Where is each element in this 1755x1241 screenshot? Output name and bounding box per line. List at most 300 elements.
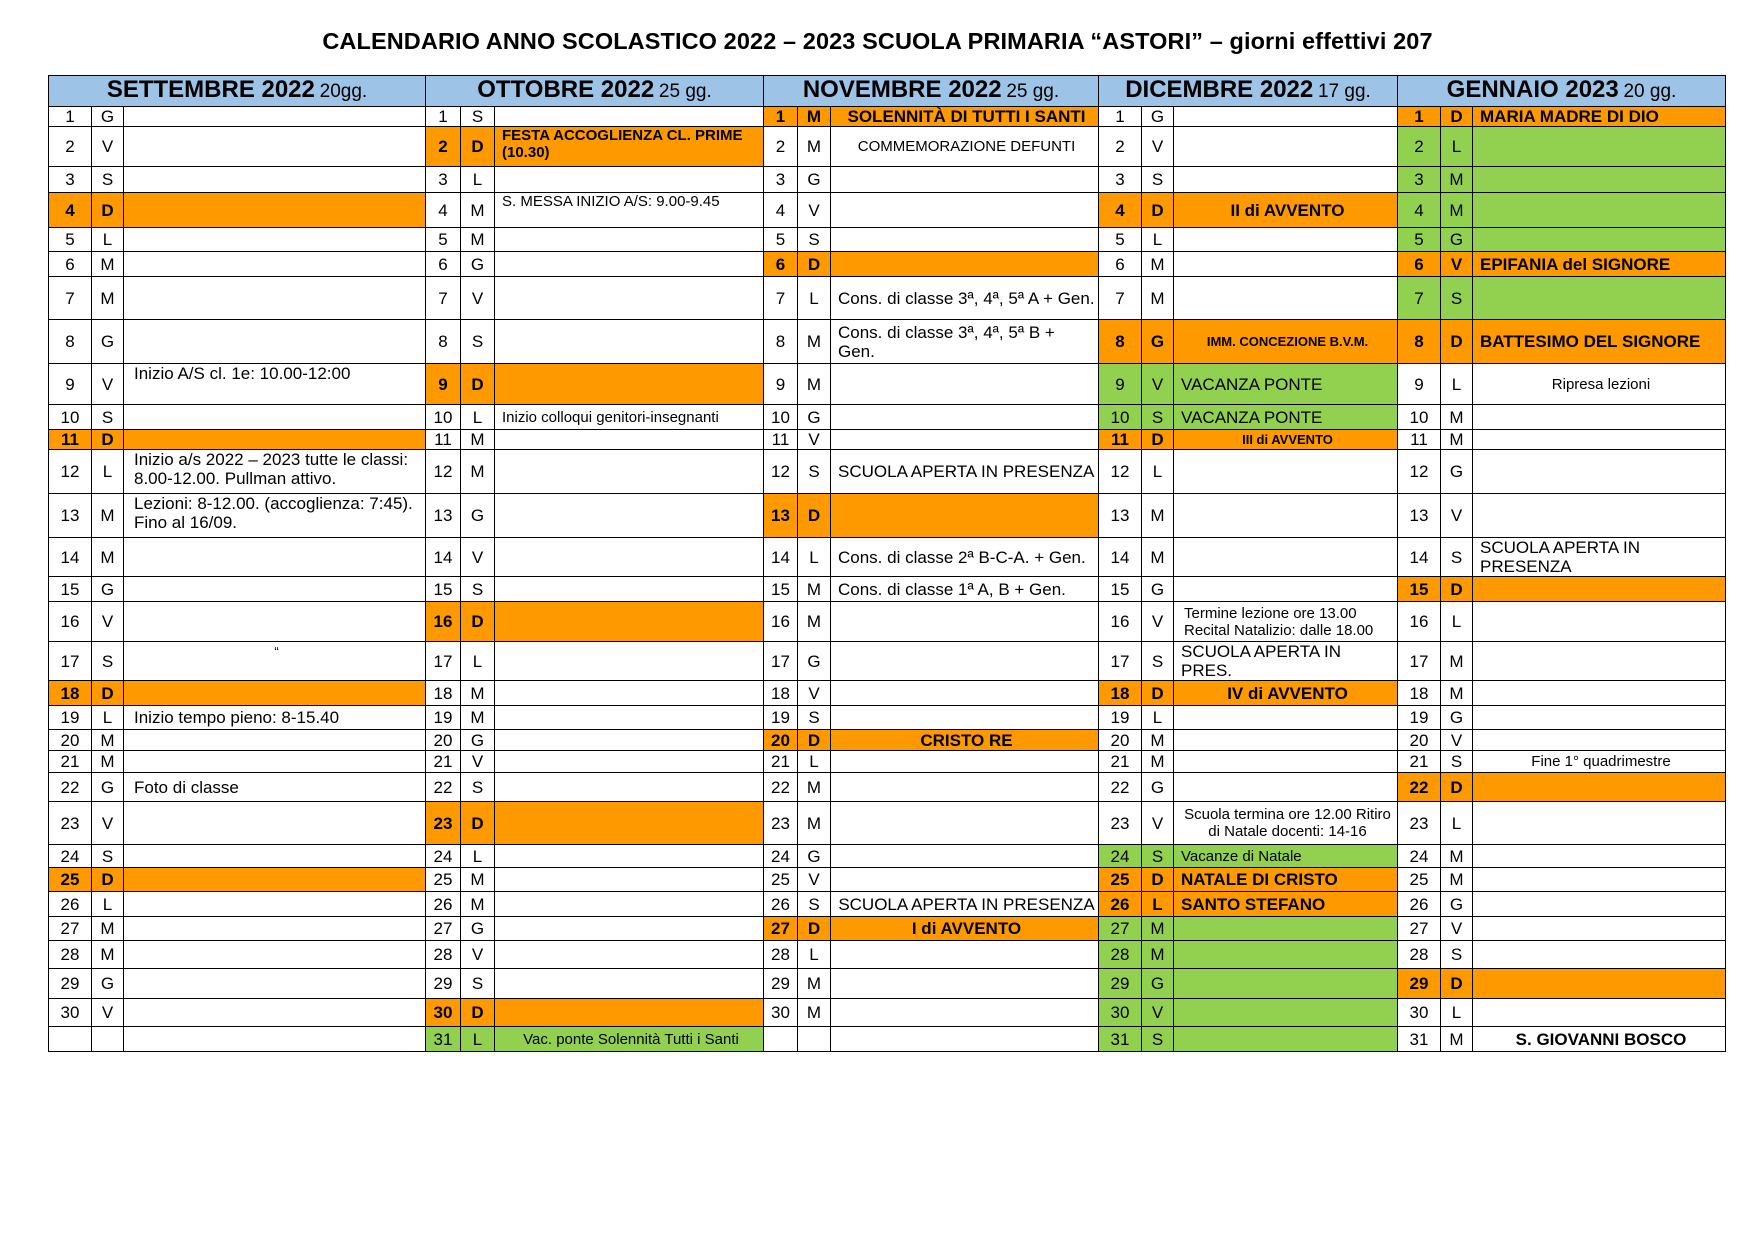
- month-days-count: 25 gg.: [658, 81, 712, 102]
- day-number: 3: [49, 167, 92, 193]
- weekday-letter: S: [1441, 538, 1473, 577]
- weekday-letter: G: [1142, 107, 1174, 127]
- weekday-letter: V: [1142, 127, 1174, 167]
- weekday-letter: M: [92, 252, 124, 277]
- calendar-row: [49, 681, 1726, 706]
- day-note: VACANZA PONTE: [1174, 405, 1398, 430]
- day-note: [1473, 773, 1726, 802]
- day-number: 5: [1398, 228, 1441, 252]
- calendar-row: [49, 730, 1726, 751]
- day-note: S. GIOVANNI BOSCO: [1473, 1027, 1726, 1052]
- weekday-letter: M: [92, 751, 124, 773]
- day-note: [1174, 1027, 1398, 1052]
- weekday-letter: M: [1142, 538, 1174, 577]
- day-number: 26: [49, 892, 92, 917]
- day-number: 17: [426, 642, 461, 681]
- day-number: 1: [426, 107, 461, 127]
- weekday-letter: G: [461, 494, 495, 538]
- day-note: IMM. CONCEZIONE B.V.M.: [1174, 320, 1398, 364]
- day-note: [1473, 602, 1726, 642]
- weekday-letter: G: [92, 577, 124, 602]
- day-number: 16: [1398, 602, 1441, 642]
- day-number: 27: [1099, 917, 1142, 941]
- weekday-letter: G: [1441, 892, 1473, 917]
- day-note: [831, 706, 1099, 730]
- weekday-letter: S: [1441, 751, 1473, 773]
- day-note: VACANZA PONTE: [1174, 364, 1398, 405]
- day-number: 15: [1099, 577, 1142, 602]
- weekday-letter: V: [1142, 364, 1174, 405]
- month-days-count: 17 gg.: [1317, 81, 1371, 102]
- day-number: 29: [764, 969, 798, 999]
- day-note: [1473, 577, 1726, 602]
- weekday-letter: G: [92, 107, 124, 127]
- day-number: 13: [1398, 494, 1441, 538]
- day-note: “: [124, 642, 426, 681]
- day-number: 24: [1398, 845, 1441, 868]
- day-number: 2: [764, 127, 798, 167]
- weekday-letter: M: [1441, 193, 1473, 228]
- day-number: 9: [764, 364, 798, 405]
- day-number: 9: [1398, 364, 1441, 405]
- day-note: [831, 642, 1099, 681]
- weekday-letter: D: [461, 602, 495, 642]
- day-note: II di AVVENTO: [1174, 193, 1398, 228]
- day-note: [1174, 773, 1398, 802]
- day-number: 9: [426, 364, 461, 405]
- day-note: I di AVVENTO: [831, 917, 1099, 941]
- weekday-letter: V: [92, 999, 124, 1027]
- weekday-letter: V: [798, 681, 831, 706]
- day-number: 17: [764, 642, 798, 681]
- day-number: 1: [49, 107, 92, 127]
- calendar-row: [49, 277, 1726, 320]
- day-note: [831, 430, 1099, 450]
- day-note: [831, 845, 1099, 868]
- weekday-letter: M: [798, 969, 831, 999]
- day-note: Cons. di classe 1ª A, B + Gen.: [831, 577, 1099, 602]
- weekday-letter: S: [1142, 405, 1174, 430]
- weekday-letter: M: [461, 892, 495, 917]
- day-number: 18: [1398, 681, 1441, 706]
- day-note: Inizio colloqui genitori-insegnanti: [495, 405, 764, 430]
- day-number: 8: [1099, 320, 1142, 364]
- weekday-letter: L: [461, 642, 495, 681]
- weekday-letter: V: [1441, 494, 1473, 538]
- month-header: [1398, 76, 1726, 107]
- day-number: 17: [49, 642, 92, 681]
- weekday-letter: M: [92, 494, 124, 538]
- weekday-letter: [92, 1027, 124, 1052]
- day-number: 20: [49, 730, 92, 751]
- calendar-row: [49, 642, 1726, 681]
- day-number: 16: [1099, 602, 1142, 642]
- day-note: SCUOLA APERTA IN PRES.: [1174, 642, 1398, 681]
- day-note: Scuola termina ore 12.00 Ritiro di Natale docenti: 14-16: [1174, 802, 1398, 845]
- day-note: [495, 802, 764, 845]
- day-number: 27: [764, 917, 798, 941]
- day-number: 12: [1398, 450, 1441, 494]
- day-number: 27: [1398, 917, 1441, 941]
- day-number: 21: [1099, 751, 1142, 773]
- weekday-letter: L: [798, 538, 831, 577]
- day-number: 7: [1099, 277, 1142, 320]
- weekday-letter: M: [92, 538, 124, 577]
- day-number: 21: [49, 751, 92, 773]
- weekday-letter: M: [1441, 1027, 1473, 1052]
- day-number: 28: [1099, 941, 1142, 969]
- day-number: 3: [1099, 167, 1142, 193]
- weekday-letter: G: [461, 730, 495, 751]
- day-note: [495, 320, 764, 364]
- day-number: 9: [1099, 364, 1142, 405]
- calendar-row: [49, 450, 1726, 494]
- day-number: 22: [1099, 773, 1142, 802]
- day-note: IV di AVVENTO: [1174, 681, 1398, 706]
- weekday-letter: L: [1142, 450, 1174, 494]
- weekday-letter: M: [461, 228, 495, 252]
- day-note: [1174, 577, 1398, 602]
- day-number: 13: [426, 494, 461, 538]
- day-number: 16: [764, 602, 798, 642]
- day-number: 7: [764, 277, 798, 320]
- day-note: [124, 845, 426, 868]
- day-number: 9: [49, 364, 92, 405]
- weekday-letter: M: [798, 577, 831, 602]
- weekday-letter: M: [92, 917, 124, 941]
- day-number: 5: [1099, 228, 1142, 252]
- day-number: 10: [764, 405, 798, 430]
- day-note: [1473, 494, 1726, 538]
- day-note: [495, 538, 764, 577]
- weekday-letter: G: [1142, 969, 1174, 999]
- day-note: [124, 802, 426, 845]
- calendar-row: [49, 193, 1726, 228]
- day-note: [831, 802, 1099, 845]
- day-number: 21: [764, 751, 798, 773]
- day-number: 19: [1099, 706, 1142, 730]
- weekday-letter: V: [1142, 802, 1174, 845]
- day-note: [831, 1027, 1099, 1052]
- weekday-letter: G: [92, 320, 124, 364]
- calendar-row: [49, 320, 1726, 364]
- day-number: 8: [764, 320, 798, 364]
- day-note: [495, 642, 764, 681]
- day-note: [124, 320, 426, 364]
- day-note: [124, 602, 426, 642]
- weekday-letter: M: [1142, 941, 1174, 969]
- weekday-letter: M: [1142, 494, 1174, 538]
- calendar-row: [49, 868, 1726, 892]
- calendar-row: [49, 364, 1726, 405]
- weekday-letter: D: [1142, 430, 1174, 450]
- weekday-letter: M: [798, 602, 831, 642]
- weekday-letter: G: [92, 969, 124, 999]
- weekday-letter: M: [798, 127, 831, 167]
- day-number: 29: [1398, 969, 1441, 999]
- day-number: 14: [764, 538, 798, 577]
- day-note: [495, 602, 764, 642]
- calendar-row: [49, 802, 1726, 845]
- calendar-row: [49, 892, 1726, 917]
- day-number: 20: [426, 730, 461, 751]
- day-number: 3: [764, 167, 798, 193]
- calendar-row: [49, 602, 1726, 642]
- weekday-letter: L: [92, 450, 124, 494]
- day-note: [1473, 277, 1726, 320]
- day-note: [1174, 277, 1398, 320]
- day-number: [764, 1027, 798, 1052]
- day-note: [1174, 999, 1398, 1027]
- weekday-letter: V: [798, 193, 831, 228]
- day-note: [831, 405, 1099, 430]
- weekday-letter: L: [1441, 802, 1473, 845]
- day-number: 25: [1099, 868, 1142, 892]
- day-number: 11: [1099, 430, 1142, 450]
- day-number: 1: [1099, 107, 1142, 127]
- month-days-count: 20 gg.: [1623, 81, 1677, 102]
- day-number: 10: [1099, 405, 1142, 430]
- day-note: [1473, 845, 1726, 868]
- day-number: 11: [764, 430, 798, 450]
- day-number: 19: [426, 706, 461, 730]
- school-calendar-table: [48, 75, 1726, 1052]
- day-note: [1473, 228, 1726, 252]
- day-number: 22: [764, 773, 798, 802]
- day-note: Termine lezione ore 13.00 Recital Natalizio: dalle 18.00: [1174, 602, 1398, 642]
- day-note: III di AVVENTO: [1174, 430, 1398, 450]
- day-note: [124, 107, 426, 127]
- day-note: [1473, 868, 1726, 892]
- calendar-row: [49, 1027, 1726, 1052]
- day-note: [831, 999, 1099, 1027]
- day-number: 21: [426, 751, 461, 773]
- day-note: [1174, 252, 1398, 277]
- day-number: 2: [426, 127, 461, 167]
- weekday-letter: S: [1142, 642, 1174, 681]
- month-header: [426, 76, 764, 107]
- weekday-letter: G: [798, 167, 831, 193]
- day-number: 18: [1099, 681, 1142, 706]
- weekday-letter: S: [92, 405, 124, 430]
- day-number: 6: [1099, 252, 1142, 277]
- day-note: Inizio a/s 2022 – 2023 tutte le classi: 8.00-12.00. Pullman attivo.: [124, 450, 426, 494]
- day-note: Fine 1° quadrimestre: [1473, 751, 1726, 773]
- day-number: 6: [49, 252, 92, 277]
- day-number: 30: [426, 999, 461, 1027]
- weekday-letter: G: [1441, 450, 1473, 494]
- day-note: COMMEMORAZIONE DEFUNTI: [831, 127, 1099, 167]
- day-note: [1473, 430, 1726, 450]
- weekday-letter: D: [92, 430, 124, 450]
- day-number: 22: [49, 773, 92, 802]
- day-note: FESTA ACCOGLIENZA CL. PRIME (10.30): [495, 127, 764, 167]
- weekday-letter: V: [1441, 917, 1473, 941]
- day-number: 26: [1398, 892, 1441, 917]
- day-note: [495, 868, 764, 892]
- day-number: 29: [49, 969, 92, 999]
- weekday-letter: D: [798, 917, 831, 941]
- day-note: [1473, 127, 1726, 167]
- weekday-letter: D: [1142, 193, 1174, 228]
- day-number: 20: [1099, 730, 1142, 751]
- day-number: 31: [1398, 1027, 1441, 1052]
- month-days-count: 25 gg.: [1006, 81, 1060, 102]
- weekday-letter: S: [1441, 277, 1473, 320]
- calendar-row: [49, 405, 1726, 430]
- day-note: [124, 167, 426, 193]
- day-number: 23: [1099, 802, 1142, 845]
- day-number: 24: [764, 845, 798, 868]
- weekday-letter: D: [1142, 681, 1174, 706]
- weekday-letter: M: [461, 193, 495, 228]
- weekday-letter: V: [461, 538, 495, 577]
- weekday-letter: V: [92, 364, 124, 405]
- day-number: 18: [764, 681, 798, 706]
- day-note: [495, 999, 764, 1027]
- day-note: [1174, 450, 1398, 494]
- weekday-letter: D: [1441, 969, 1473, 999]
- weekday-letter: G: [798, 845, 831, 868]
- weekday-letter: S: [1441, 941, 1473, 969]
- day-note: [831, 364, 1099, 405]
- weekday-letter: L: [1441, 127, 1473, 167]
- weekday-letter: V: [798, 430, 831, 450]
- day-note: [495, 730, 764, 751]
- day-note: [831, 252, 1099, 277]
- day-number: 20: [764, 730, 798, 751]
- day-number: 22: [426, 773, 461, 802]
- day-number: 30: [49, 999, 92, 1027]
- day-note: MARIA MADRE DI DIO: [1473, 107, 1726, 127]
- day-note: [831, 773, 1099, 802]
- month-name: OTTOBRE 2022: [477, 76, 655, 103]
- day-note: [831, 167, 1099, 193]
- day-note: BATTESIMO DEL SIGNORE: [1473, 320, 1726, 364]
- day-number: 2: [49, 127, 92, 167]
- day-number: 25: [49, 868, 92, 892]
- day-note: [495, 751, 764, 773]
- day-number: 27: [49, 917, 92, 941]
- day-note: [495, 941, 764, 969]
- weekday-letter: D: [92, 868, 124, 892]
- day-number: 19: [1398, 706, 1441, 730]
- day-number: 7: [49, 277, 92, 320]
- day-note: SCUOLA APERTA IN PRESENZA: [1473, 538, 1726, 577]
- day-number: 3: [426, 167, 461, 193]
- page-title: CALENDARIO ANNO SCOLASTICO 2022 – 2023 SCUOLA PRIMARIA “ASTORI” – giorni effettivi 207: [322, 28, 1433, 54]
- calendar-row: [49, 706, 1726, 730]
- weekday-letter: M: [1441, 681, 1473, 706]
- calendar-row: [49, 107, 1726, 127]
- day-note: SCUOLA APERTA IN PRESENZA: [831, 892, 1099, 917]
- day-note: [124, 252, 426, 277]
- day-note: [495, 252, 764, 277]
- weekday-letter: S: [461, 577, 495, 602]
- weekday-letter: S: [798, 706, 831, 730]
- day-number: 12: [426, 450, 461, 494]
- weekday-letter: L: [798, 277, 831, 320]
- weekday-letter: M: [92, 941, 124, 969]
- day-note: [831, 681, 1099, 706]
- day-note: [1473, 969, 1726, 999]
- day-note: [1174, 228, 1398, 252]
- day-note: [831, 602, 1099, 642]
- weekday-letter: V: [461, 941, 495, 969]
- weekday-letter: V: [92, 127, 124, 167]
- day-number: 30: [764, 999, 798, 1027]
- weekday-letter: D: [461, 364, 495, 405]
- day-note: [495, 969, 764, 999]
- day-number: 4: [49, 193, 92, 228]
- weekday-letter: G: [1441, 706, 1473, 730]
- day-number: 2: [1099, 127, 1142, 167]
- day-number: 8: [49, 320, 92, 364]
- weekday-letter: G: [1142, 577, 1174, 602]
- day-note: [124, 969, 426, 999]
- weekday-letter: D: [92, 193, 124, 228]
- day-number: 26: [426, 892, 461, 917]
- day-number: 24: [426, 845, 461, 868]
- day-note: EPIFANIA del SIGNORE: [1473, 252, 1726, 277]
- month-header: [764, 76, 1099, 107]
- weekday-letter: G: [798, 405, 831, 430]
- day-number: 14: [49, 538, 92, 577]
- weekday-letter: S: [92, 845, 124, 868]
- weekday-letter: M: [1441, 405, 1473, 430]
- day-number: 26: [1099, 892, 1142, 917]
- day-number: 6: [426, 252, 461, 277]
- day-number: 5: [426, 228, 461, 252]
- day-note: [495, 228, 764, 252]
- day-note: [1473, 642, 1726, 681]
- weekday-letter: L: [1441, 364, 1473, 405]
- day-note: [124, 681, 426, 706]
- calendar-row: [49, 167, 1726, 193]
- weekday-letter: D: [1441, 577, 1473, 602]
- weekday-letter: D: [461, 802, 495, 845]
- day-number: 29: [1099, 969, 1142, 999]
- weekday-letter: G: [798, 642, 831, 681]
- day-note: [495, 167, 764, 193]
- weekday-letter: M: [92, 277, 124, 320]
- day-note: [495, 107, 764, 127]
- weekday-letter: L: [1142, 228, 1174, 252]
- day-note: [1473, 730, 1726, 751]
- day-number: 3: [1398, 167, 1441, 193]
- weekday-letter: M: [461, 681, 495, 706]
- weekday-letter: S: [461, 320, 495, 364]
- weekday-letter: M: [798, 107, 831, 127]
- day-number: 15: [764, 577, 798, 602]
- day-note: SOLENNITÀ DI TUTTI I SANTI: [831, 107, 1099, 127]
- weekday-letter: S: [461, 107, 495, 127]
- weekday-letter: G: [1441, 228, 1473, 252]
- day-number: 31: [1099, 1027, 1142, 1052]
- day-number: 12: [764, 450, 798, 494]
- day-note: [1473, 802, 1726, 845]
- day-number: 28: [49, 941, 92, 969]
- calendar-row: [49, 941, 1726, 969]
- day-note: [124, 1027, 426, 1052]
- day-note: [831, 193, 1099, 228]
- day-note: Inizio A/S cl. 1e: 10.00-12:00: [124, 364, 426, 405]
- day-number: 18: [49, 681, 92, 706]
- day-note: [1473, 681, 1726, 706]
- day-note: Lezioni: 8-12.00. (accoglienza: 7:45). Fino al 16/09.: [124, 494, 426, 538]
- day-note: [1174, 706, 1398, 730]
- weekday-letter: S: [1142, 167, 1174, 193]
